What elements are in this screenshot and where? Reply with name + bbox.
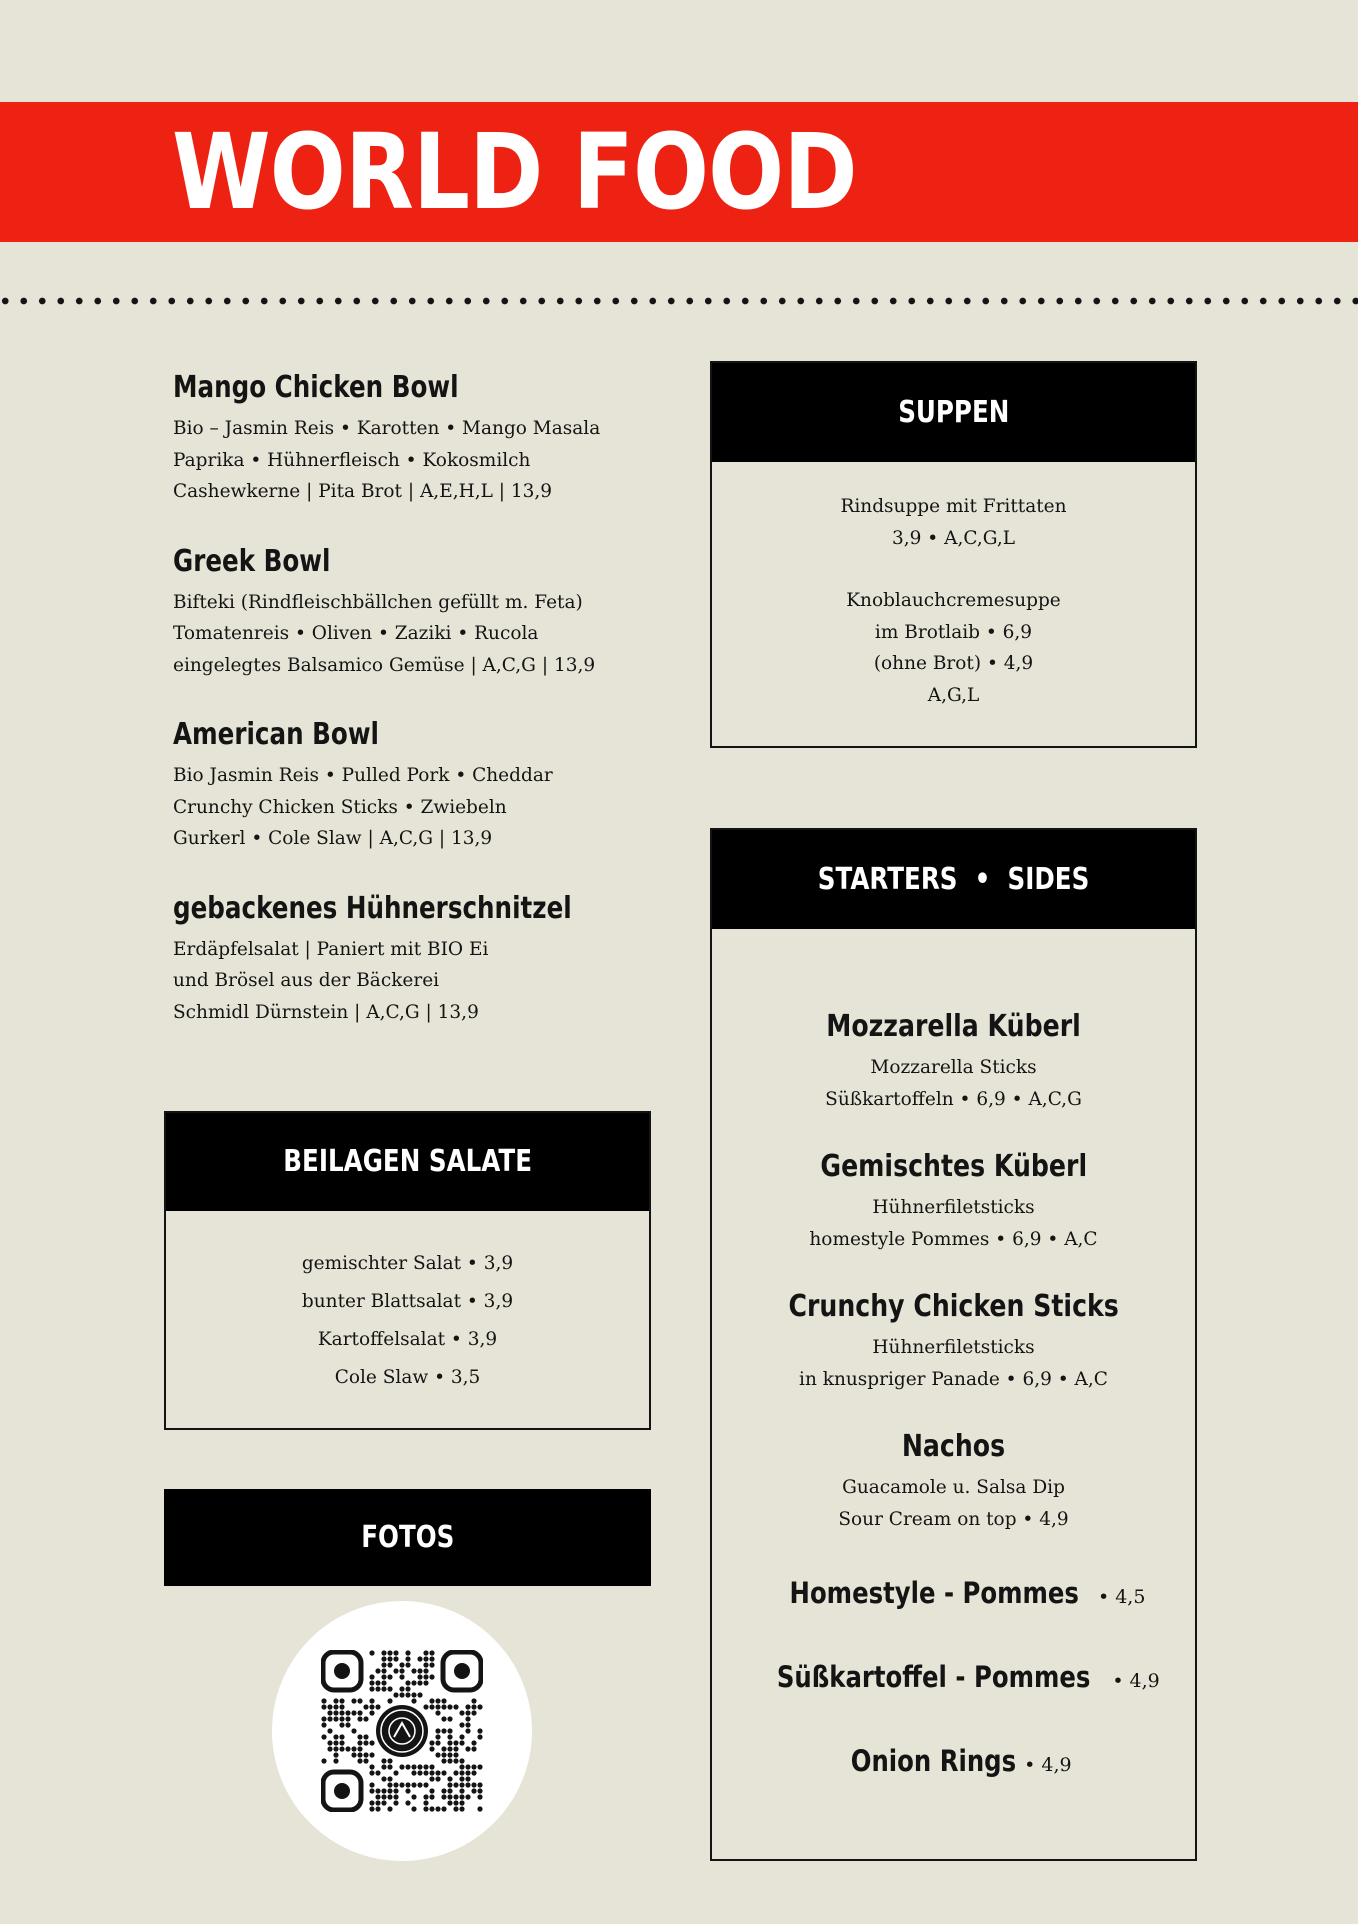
dish-description: Paprika • Hühnerfleisch • Kokosmilch: [173, 449, 531, 471]
starter-description: homestyle Pommes • 6,9 • A,C: [809, 1228, 1098, 1250]
dish-name: Greek Bowl: [173, 543, 331, 579]
starter-name: [712, 1005, 1195, 1049]
beilagen-heading: [166, 1113, 649, 1211]
qr-code-badge[interactable]: [272, 1601, 532, 1861]
dish-description: Schmidl Dürnstein | A,C,G | 13,9: [173, 1001, 479, 1023]
suppen-list: [712, 462, 1195, 711]
soup-line: Knoblauchcremesuppe: [846, 590, 1061, 611]
side-name: Homestyle - Pommes: [789, 1576, 1079, 1610]
salad-item: Kartoffelsalat • 3,9: [317, 1329, 498, 1350]
starter-name-text: Gemischtes Küberl: [820, 1149, 1087, 1184]
side-name: Süßkartoffel - Pommes: [777, 1660, 1091, 1694]
dish-name: gebackenes Hühnerschnitzel: [173, 890, 572, 926]
dish-description: Bifteki (Rindfleischbällchen gefüllt m. Feta): [173, 591, 583, 613]
soup-line: 3,9 • A,C,G,L: [892, 527, 1015, 549]
starter-item: [712, 1425, 1195, 1535]
starter-item: [712, 1145, 1195, 1255]
starter-description: Sour Cream on top • 4,9: [838, 1508, 1069, 1530]
qr-code-icon[interactable]: [321, 1650, 483, 1812]
dish-item: [173, 368, 693, 508]
starter-item: [712, 1005, 1195, 1115]
starter-name: [712, 1425, 1195, 1469]
side-price: • 4,5: [1097, 1586, 1146, 1608]
dish-item: [173, 715, 693, 855]
mains-list: [173, 368, 693, 1062]
fotos-heading: [164, 1489, 651, 1586]
dish-description: Bio – Jasmin Reis • Karotten • Mango Masala: [173, 418, 601, 439]
starter-name: [712, 1285, 1195, 1329]
dotted-divider: [0, 295, 1358, 307]
soup-line: (ohne Brot) • 4,9: [873, 653, 1034, 674]
dish-item: [173, 542, 693, 682]
dish-description: Crunchy Chicken Sticks • Zwiebeln: [173, 796, 507, 818]
starters-box: [710, 828, 1197, 1861]
dish-description: Tomatenreis • Oliven • Zaziki • Rucola: [173, 623, 539, 644]
starters-list: [712, 929, 1195, 1817]
salad-item: bunter Blattsalat • 3,9: [301, 1291, 514, 1312]
dish-name: American Bowl: [173, 717, 379, 752]
beilagen-list: [166, 1211, 649, 1397]
suppen-heading-text: SUPPEN: [897, 395, 1010, 430]
title-banner: [0, 102, 1358, 242]
dish-description: und Brösel aus der Bäckerei: [173, 970, 440, 991]
side-item: [712, 1649, 1195, 1733]
starters-heading: [712, 830, 1195, 929]
starter-description: Hühnerfiletsticks: [872, 1337, 1035, 1358]
dish-description: Gurkerl • Cole Slaw | A,C,G | 13,9: [173, 828, 493, 849]
soup-line: Rindsuppe mit Frittaten: [840, 496, 1067, 517]
starter-item: [712, 1285, 1195, 1395]
starter-description: Guacamole u. Salsa Dip: [842, 1477, 1065, 1498]
dish-description: eingelegtes Balsamico Gemüse | A,C,G | 13,9: [173, 654, 596, 676]
side-price: • 4,9: [1024, 1754, 1072, 1776]
salad-item: gemischter Salat • 3,9: [301, 1253, 514, 1274]
soup-line: im Brotlaib • 6,9: [874, 621, 1033, 643]
starter-name-text: Crunchy Chicken Sticks: [788, 1289, 1119, 1324]
starter-name-text: Mozzarella Küberl: [826, 1009, 1081, 1044]
starter-description: Mozzarella Sticks: [870, 1057, 1037, 1078]
dish-description: Erdäpfelsalat | Paniert mit BIO Ei: [173, 938, 489, 960]
side-name: Onion Rings: [851, 1744, 1017, 1778]
side-price: • 4,9: [1112, 1670, 1160, 1692]
starter-description: Hühnerfiletsticks: [872, 1197, 1035, 1218]
suppen-heading: [712, 363, 1195, 462]
fotos-heading-text: FOTOS: [360, 1520, 455, 1555]
salad-item: Cole Slaw • 3,5: [334, 1367, 481, 1388]
starter-description: Süßkartoffeln • 6,9 • A,C,G: [825, 1088, 1082, 1110]
beilagen-box: [164, 1111, 651, 1430]
starters-heading-text: STARTERS • SIDES: [817, 862, 1090, 897]
side-item: [712, 1565, 1195, 1649]
side-item: [712, 1733, 1195, 1817]
spacer: [712, 554, 1195, 585]
page-title: WORLD FOOD: [172, 111, 857, 233]
fotos-box: [164, 1489, 651, 1586]
soup-line: A,G,L: [927, 684, 980, 706]
dish-item: [173, 889, 693, 1029]
beilagen-heading-text: BEILAGEN SALATE: [283, 1144, 532, 1179]
starter-description: in knuspriger Panade • 6,9 • A,C: [799, 1368, 1108, 1390]
dish-name: Mango Chicken Bowl: [173, 370, 459, 405]
dish-description: Cashewkerne | Pita Brot | A,E,H,L | 13,9: [173, 481, 553, 502]
starter-name-text: Nachos: [901, 1429, 1006, 1464]
starter-name: [712, 1145, 1195, 1189]
dish-description: Bio Jasmin Reis • Pulled Pork • Cheddar: [173, 765, 553, 786]
suppen-box: [710, 361, 1197, 748]
